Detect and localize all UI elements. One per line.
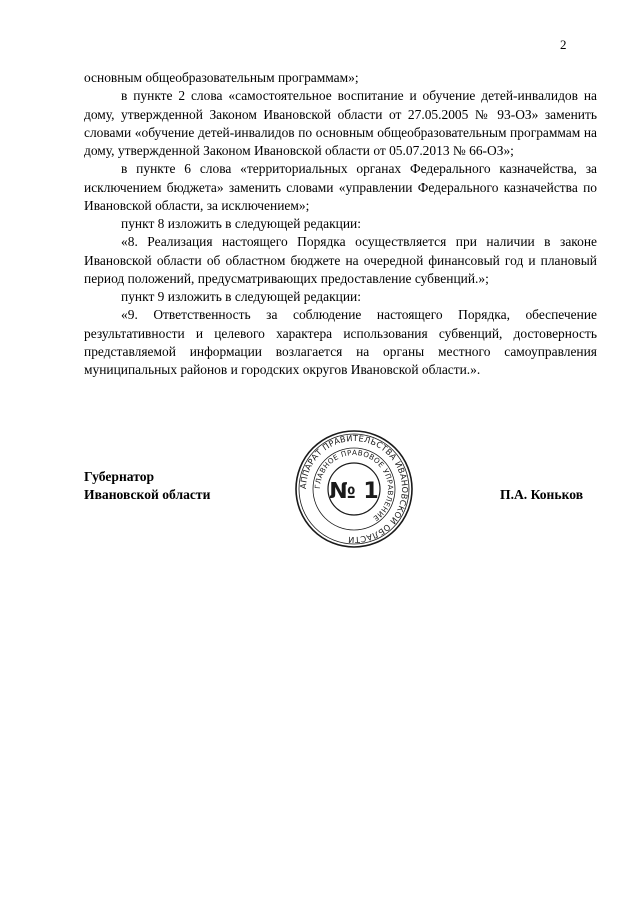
seal-number: № 1 [329, 479, 379, 504]
paragraph: в пункте 6 слова «территориальных органах Федерального казначейства, за исключением бюджета» заменить словами «управлении Федерального казначейства по Ивановской области, за исключением»; [84, 161, 597, 213]
paragraph: пункт 8 изложить в следующей редакции: [121, 216, 361, 231]
signatory-position-line: Губернатор [84, 469, 155, 484]
paragraph: «8. Реализация настоящего Порядка осуществляется при наличии в законе Ивановской области об областном бюджете на очередной финансовый год и плановый период положений, предусматривающих предоставление субвенций.»; [84, 234, 597, 286]
document-body [84, 69, 597, 379]
signatory-position [84, 468, 210, 504]
seal-outer-text: АППАРАТ ПРАВИТЕЛЬСТВА ИВАНОВСКОЙ ОБЛАСТИ [297, 432, 411, 546]
signatory-position-line: Ивановской области [84, 487, 211, 502]
paragraph: основным общеобразовательным программам»; [84, 70, 359, 85]
paragraph: в пункте 2 слова «самостоятельное воспитание и обучение детей-инвалидов на дому, утвержденной Законом Ивановской области от 27.05.2005 № 93-ОЗ» заменить словами «обучение детей-инвалидов по основным общеобразовательным программам на дому, утвержденной Законом Ивановской области от 05.07.2013 № 66-ОЗ»; [84, 88, 597, 158]
seal-inner-text: ГЛАВНОЕ ПРАВОВОЕ УПРАВЛЕНИЕ [312, 447, 396, 524]
paragraph: пункт 9 изложить в следующей редакции: [121, 289, 361, 304]
page-number: 2 [560, 37, 567, 52]
paragraph: «9. Ответственность за соблюдение настоящего Порядка, обеспечение результативности и целевого характера использования субвенций, достоверность представляемой информации возлагается на органы местного самоуправления муниципальных районов и городских округов Ивановской области.». [84, 307, 597, 377]
official-seal [294, 429, 414, 549]
signatory-name: П.А. Коньков [500, 487, 584, 502]
